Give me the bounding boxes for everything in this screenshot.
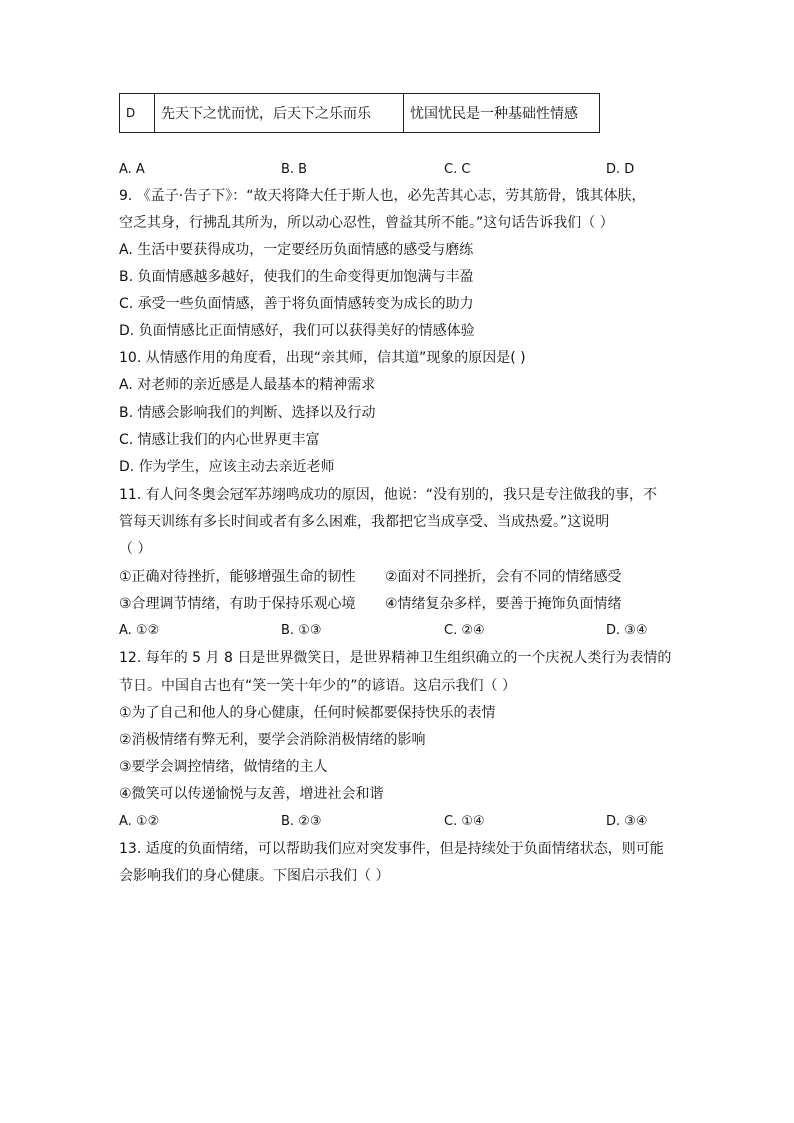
table-cell-letter: D [120,94,155,133]
option-c: C. ②④ [444,623,485,638]
q9-option-b: B. 负面情感越多越好，使我们的生命变得更加饱满与丰盈 [119,269,474,285]
option-b: B. ②③ [281,814,322,829]
option-d: D. ③④ [606,814,648,829]
q10-option-c: C. 情感让我们的内心世界更丰富 [119,432,320,448]
q12-item-3: ③要学会调控情绪，做情绪的主人 [119,759,328,775]
option-b: B. ①③ [281,623,322,638]
option-d: D. ③④ [606,623,648,638]
q12-item-2: ②消极情绪有弊无利，要学会消除消极情绪的影响 [119,732,426,748]
option-c: C. C [444,162,471,177]
q9-stem-line2: 空乏其身，行拂乱其所为，所以动心忍性，曾益其所不能。”这句话告诉我们（ ） [119,215,614,231]
q12-item-4: ④微笑可以传递愉悦与友善，增进社会和谐 [119,786,384,802]
option-table [119,93,600,133]
q12-stem-line1: 12. 每年的 5 月 8 日是世界微笑日，是世界精神卫生组织确立的一个庆祝人类行为表情的 [119,650,672,666]
table-row [120,94,600,133]
q9-option-a: A. 生活中要获得成功，一定要经历负面情感的感受与磨练 [119,242,474,258]
q9-option-d: D. 负面情感比正面情感好，我们可以获得美好的情感体验 [119,323,475,339]
q13-stem-line2: 会影响我们的身心健康。下图启示我们（ ） [119,868,390,884]
q10-stem-line1: 10. 从情感作用的角度看，出现“亲其师，信其道”现象的原因是( ) [119,350,526,366]
q9-stem-line1: 9. 《孟子·告子下》：“故天将降大任于斯人也，必先苦其心志，劳其筋骨，饿其体肤， [119,188,646,204]
option-a: A. ①② [119,814,160,829]
option-c: C. ①④ [444,814,485,829]
option-a: A. ①② [119,623,160,638]
q11-item-2: ②面对不同挫折，会有不同的情绪感受 [385,569,622,585]
q11-stem-line1: 11. 有人问冬奥会冠军苏翊鸣成功的原因，他说：“没有别的，我只是专注做我的事，不 [119,487,657,503]
q11-item-3: ③合理调节情绪，有助于保持乐观心境 [119,596,356,612]
table-cell-statement: 先天下之忧而忧，后天下之乐而乐 [155,94,404,133]
q11-stem-line2: 管每天训练有多长时间或者有多么困难，我都把它当成享受、当成热爱。”这说明 [119,514,610,530]
q10-option-b: B. 情感会影响我们的判断、选择以及行动 [119,405,376,421]
q12-stem-line2: 节日。中国自古也有“笑一笑十年少的”的谚语。这启示我们（ ） [119,678,516,694]
q13-stem-line1: 13. 适度的负面情绪，可以帮助我们应对突发事件，但是持续处于负面情绪状态，则可能 [119,841,664,857]
option-b: B. B [281,162,308,177]
option-a: A. A [119,162,145,177]
q11-stem-line3: （ ） [119,541,152,557]
q11-item-1: ①正确对待挫折，能够增强生命的韧性 [119,569,356,585]
q12-item-1: ①为了自己和他人的身心健康，任何时候都要保持快乐的表情 [119,705,496,721]
q10-option-d: D. 作为学生，应该主动去亲近老师 [119,459,335,475]
q10-option-a: A. 对老师的亲近感是人最基本的精神需求 [119,377,376,393]
q11-item-4: ④情绪复杂多样，要善于掩饰负面情绪 [385,596,622,612]
table-cell-explanation: 忧国忧民是一种基础性情感 [404,94,600,133]
option-d: D. D [606,162,635,177]
q9-option-c: C. 承受一些负面情感，善于将负面情感转变为成长的助力 [119,296,474,312]
